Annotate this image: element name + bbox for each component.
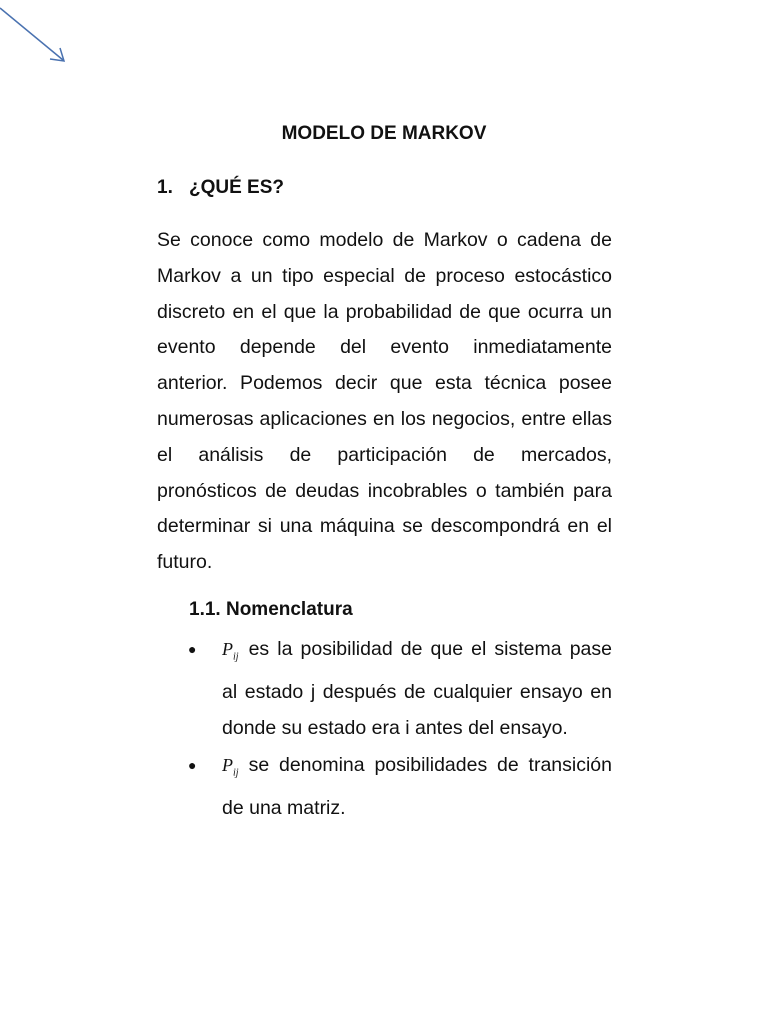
document-title: MODELO DE MARKOV — [281, 123, 487, 144]
bullet-icon: ● — [188, 641, 197, 657]
bullet-icon: ● — [188, 757, 197, 774]
list-item-text: se denomina posibilidades de transición de una matriz. — [222, 754, 612, 820]
probability-symbol: $P_{ij}$ — [222, 639, 239, 663]
list-item-text: es la posibilidad de que el sistema pase al estado j después de cualquier ensayo en donde su estado era i antes del ensayo. — [222, 638, 612, 739]
intro-paragraph: Se conoce como modelo de Markov o cadena de Markov a un tipo especial de proceso estocástico discreto en el que la probabilidad de que ocurra un evento depende del evento inmediatamente anterior. Podemos decir que esta técnica posee numerosas aplicaciones en los negocios, entre ellas el análisis de participación de mercados, pronósticos de deudas incobrables o también para determinar si una máquina se descompondrá en el futuro. — [157, 229, 612, 574]
list-item — [180, 748, 612, 827]
nomenclature-list — [180, 632, 612, 829]
section-number: 1. — [157, 177, 173, 198]
list-item — [180, 632, 612, 746]
section-heading-text: ¿QUÉ ES? — [189, 177, 285, 198]
blue-arrow-icon — [0, 0, 80, 70]
subsection-heading: 1.1. Nomenclatura — [189, 599, 353, 620]
section-heading — [157, 176, 284, 200]
probability-symbol: $P_{ij}$ — [222, 755, 239, 779]
